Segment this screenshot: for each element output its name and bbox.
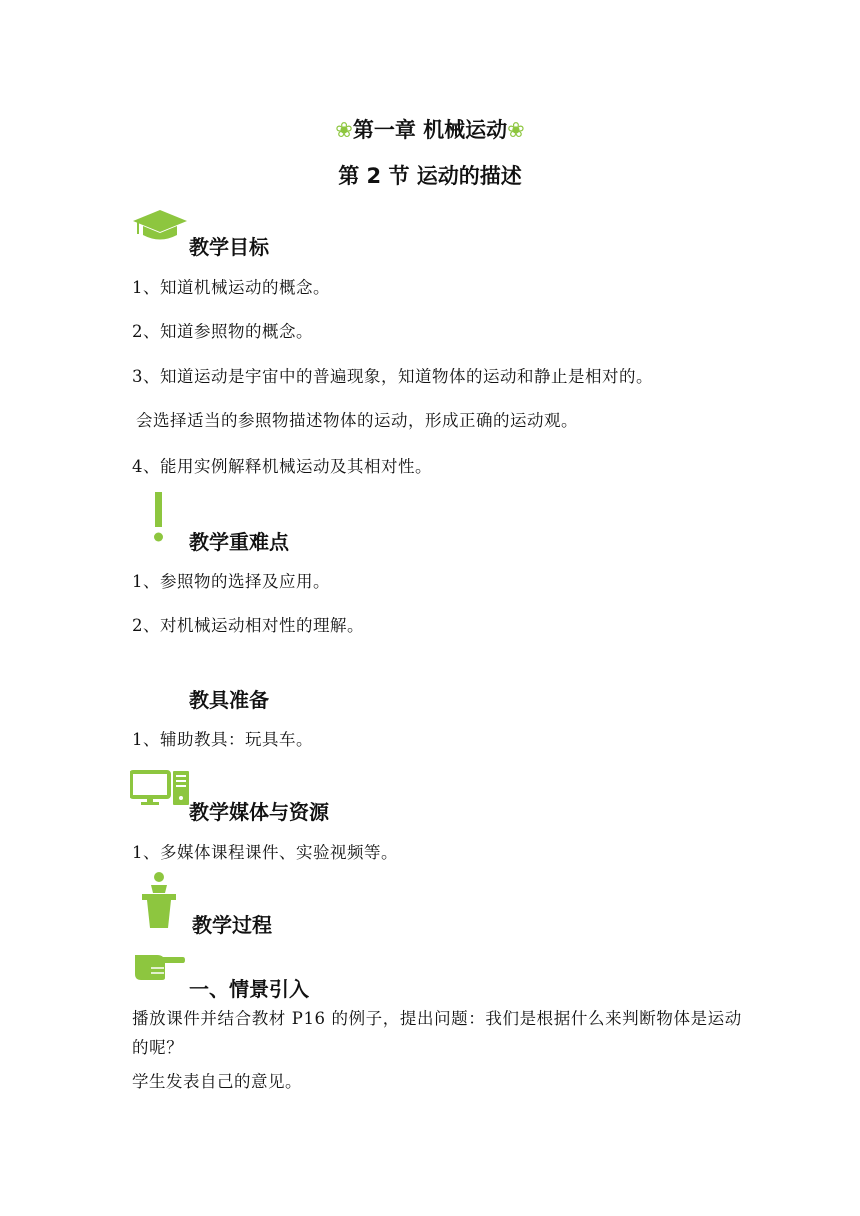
tool-item: 1、辅助教具：玩具车。 — [132, 730, 313, 749]
key-point-item: 1、参照物的选择及应用。 — [132, 572, 330, 591]
tools-heading: 教具准备 — [189, 688, 269, 712]
intro-paragraph: 播放课件并结合教材 P16 的例子，提出问题：我们是根据什么来判断物体是运动的呢？ — [132, 1009, 742, 1057]
objective-item: 会选择适当的参照物描述物体的运动，形成正确的运动观。 — [136, 411, 578, 430]
objective-item: 2、知道参照物的概念。 — [132, 322, 313, 341]
intro-note: 学生发表自己的意见。 — [132, 1072, 302, 1091]
section-title: 第 2 节 运动的描述 — [338, 164, 522, 188]
podium-speaker-icon — [142, 871, 176, 931]
pointing-hand-icon — [131, 947, 185, 981]
key-point-item: 2、对机械运动相对性的理解。 — [132, 616, 364, 635]
exclamation-icon — [151, 492, 165, 544]
objective-item: 3、知道运动是宇宙中的普遍现象，知道物体的运动和静止是相对的。 — [132, 367, 653, 386]
computer-icon — [130, 770, 190, 806]
graduation-cap-icon — [132, 208, 188, 242]
key-points-heading: 教学重难点 — [189, 530, 289, 554]
chapter-title — [0, 114, 860, 144]
objective-item: 4、能用实例解释机械运动及其相对性。 — [132, 457, 432, 476]
chapter-title-text: 第一章 机械运动 — [352, 118, 508, 142]
flower-ornament-left-icon: ❀ — [335, 118, 353, 142]
intro-heading: 一、情景引入 — [189, 977, 309, 1001]
media-heading: 教学媒体与资源 — [189, 800, 329, 824]
process-heading: 教学过程 — [192, 913, 272, 937]
objective-item: 1、知道机械运动的概念。 — [132, 278, 330, 297]
objectives-heading: 教学目标 — [189, 235, 269, 259]
media-item: 1、多媒体课程课件、实验视频等。 — [132, 843, 398, 862]
flower-ornament-right-icon: ❀ — [507, 118, 525, 142]
